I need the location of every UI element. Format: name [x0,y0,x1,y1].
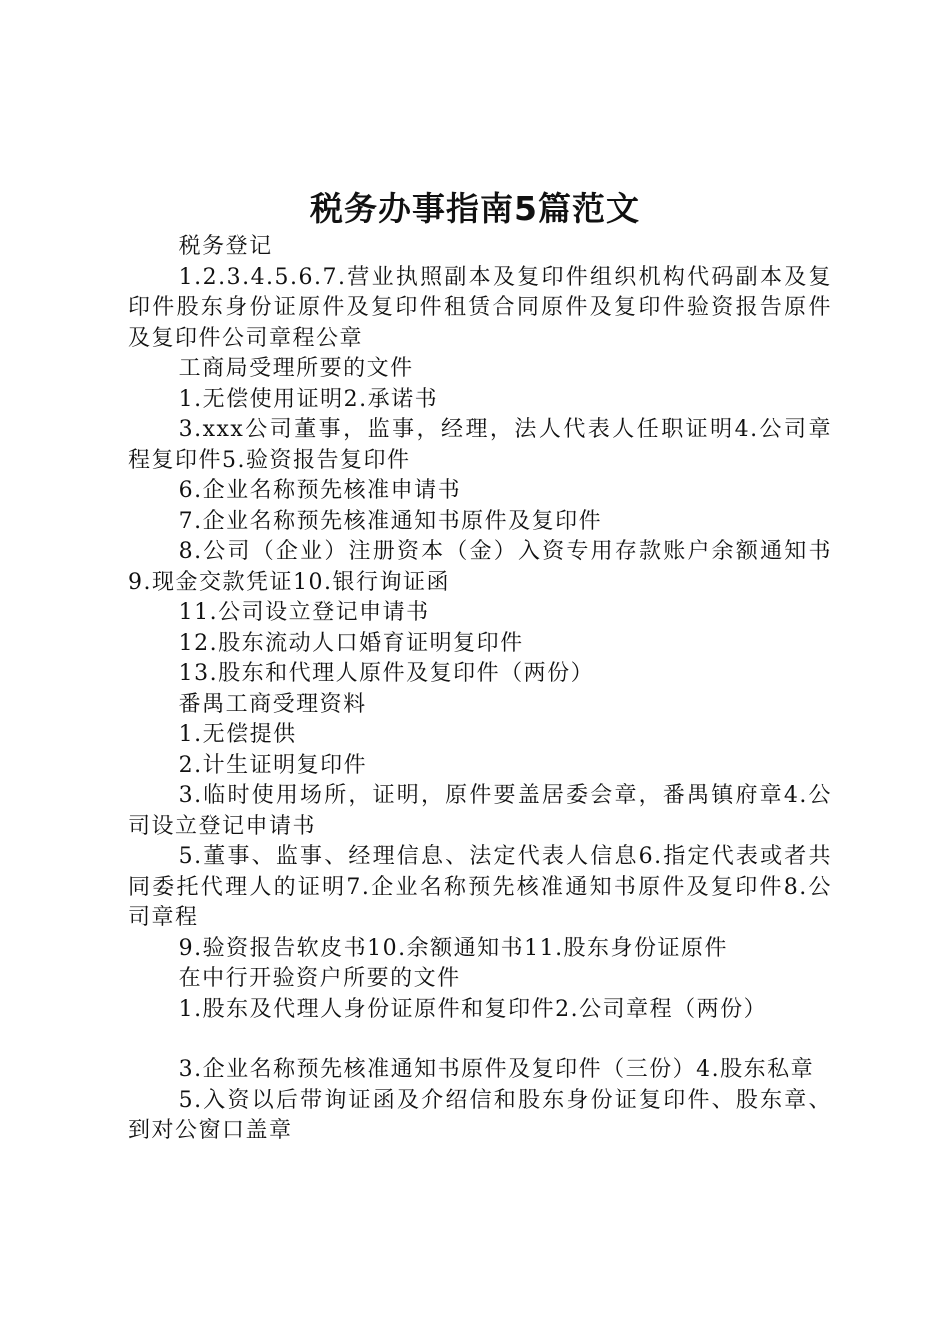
document-title: 税务办事指南5篇范文 [310,189,640,228]
paragraph: 12.股东流动人口婚育证明复印件 [178,630,524,656]
paragraph: 3.临时使用场所，证明，原件要盖居委会章，番禺镇府章4.公司设立登记申请书 [128,783,832,839]
paragraph: 8.公司（企业）注册资本（金）入资专用存款账户余额通知书9.现金交款凭证10.银行询证函 [128,539,832,595]
paragraph: 1.股东及代理人身份证原件和复印件2.公司章程（两份） [178,996,768,1022]
paragraph: 番禺工商受理资料 [178,691,367,717]
paragraph: 5.入资以后带询证函及介绍信和股东身份证复印件、股东章、到对公窗口盖章 [128,1087,832,1143]
paragraph: 3.企业名称预先核准通知书原件及复印件（三份）4.股东私章 [178,1057,815,1082]
paragraph: 13.股东和代理人原件及复印件（两份） [178,661,595,686]
paragraph: 3.xxx公司董事，监事，经理，法人代表人任职证明4.公司章程复印件5.验资报告复印件 [128,417,832,473]
paragraph: 7.企业名称预先核准通知书原件及复印件 [178,508,603,534]
paragraph: 6.企业名称预先核准申请书 [178,478,462,503]
paragraph: 1.2.3.4.5.6.7.营业执照副本及复印件组织机构代码副本及复印件股东身份证原件及复印件租赁合同原件及复印件验资报告原件及复印件公司章程公章 [128,264,832,351]
paragraph: 11.公司设立登记申请书 [178,600,430,625]
paragraph: 1.无偿提供 [178,722,297,747]
paragraph: 1.无偿使用证明2.承诺书 [178,386,439,412]
paragraph: 9.验资报告软皮书10.余额通知书11.股东身份证原件 [178,935,729,961]
paragraph: 2.计生证明复印件 [178,752,368,778]
paragraph: 工商局受理所要的文件 [178,356,414,381]
paragraph: 税务登记 [178,234,273,259]
paragraph: 在中行开验资户所要的文件 [178,966,461,991]
document-body [128,232,832,1147]
paragraph: 5.董事、监事、经理信息、法定代表人信息6.指定代表或者共同委托代理人的证明7.企业名称预先核准通知书原件及复印件8.公司章程 [128,844,832,930]
